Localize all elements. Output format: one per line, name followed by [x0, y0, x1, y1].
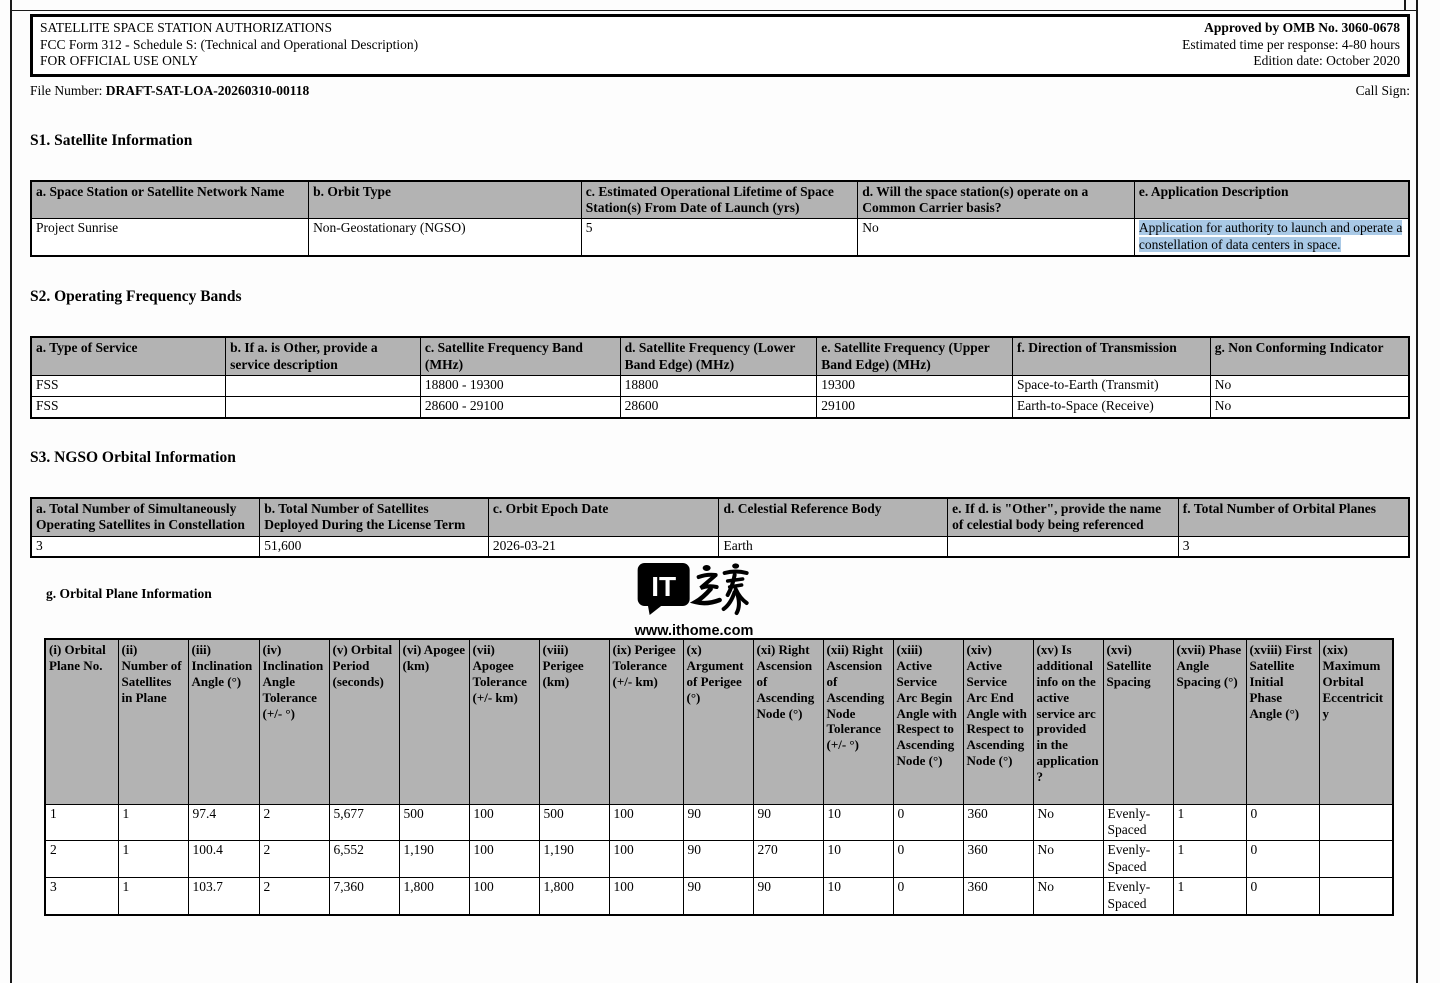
- file-row: [30, 83, 1410, 99]
- cell: Space-to-Earth (Transmit): [1013, 376, 1211, 397]
- cell: 28600 - 29100: [420, 397, 620, 418]
- s3-title: S3. NGSO Orbital Information: [30, 448, 236, 466]
- g-header-ix: (ix) Perigee Tolerance (+/- km): [609, 639, 683, 804]
- selected-text: Application for authority to launch and operate a constellation of data centers in space.: [1138, 220, 1403, 253]
- g-header-iv: (iv) Inclination Angle Tolerance (+/- °): [259, 639, 329, 804]
- cell: 2026-03-21: [488, 536, 719, 557]
- cell: 100: [609, 841, 683, 878]
- cell: 90: [683, 878, 753, 915]
- ithome-logo-icon: [637, 562, 751, 616]
- cell: 0: [893, 878, 963, 915]
- cell: Earth-to-Space (Receive): [1013, 397, 1211, 418]
- g-header-v: (v) Orbital Period (seconds): [329, 639, 399, 804]
- cell: 3: [1178, 536, 1409, 557]
- s2-data-row-2: [31, 397, 1409, 418]
- cell: 100: [469, 804, 539, 841]
- s2-header-d: d. Satellite Frequency (Lower Band Edge) (MHz): [620, 337, 817, 375]
- cell: 1: [118, 804, 188, 841]
- document-page: [30, 0, 1410, 916]
- s2-title: S2. Operating Frequency Bands: [30, 288, 242, 306]
- call-sign-label: Call Sign:: [1355, 82, 1410, 98]
- s1-header-d: d. Will the space station(s) operate on a Common Carrier basis?: [858, 181, 1135, 219]
- cell: 500: [539, 804, 609, 841]
- g-header-viii: (viii) Perigee (km): [539, 639, 609, 804]
- cell: Evenly-Spaced: [1103, 804, 1173, 841]
- cell: 100: [609, 878, 683, 915]
- cell: 0: [893, 804, 963, 841]
- s2-header-g: g. Non Conforming Indicator: [1210, 337, 1409, 375]
- cell: 1: [118, 878, 188, 915]
- s3-header-f: f. Total Number of Orbital Planes: [1178, 498, 1409, 536]
- cell: 0: [1246, 804, 1319, 841]
- s2-header-row: [31, 337, 1409, 375]
- g-header-xvi: (xvi) Satellite Spacing: [1103, 639, 1173, 804]
- cell: 10: [823, 841, 893, 878]
- s1-cell-lifetime: 5: [581, 219, 858, 256]
- cell: 51,600: [260, 536, 489, 557]
- cell: 6,552: [329, 841, 399, 878]
- form-header-right: [1182, 20, 1400, 70]
- s3-header-c: c. Orbit Epoch Date: [488, 498, 719, 536]
- g-data-row-1: [45, 804, 1393, 841]
- g-header-xv: (xv) Is additional info on the active service arc provided in the application?: [1033, 639, 1103, 804]
- g-data-row-2: [45, 841, 1393, 878]
- s3-data-row: [31, 536, 1409, 557]
- s1-header-e: e. Application Description: [1134, 181, 1409, 219]
- omb-approval: Approved by OMB No. 3060-0678: [1204, 20, 1400, 35]
- cell: [226, 397, 421, 418]
- file-number: [30, 83, 309, 99]
- s2-data-row-1: [31, 376, 1409, 397]
- g-header-row: [45, 639, 1393, 804]
- cell: 7,360: [329, 878, 399, 915]
- form-header-left: [40, 20, 418, 70]
- g-header-ii: (ii) Number of Satellites in Plane: [118, 639, 188, 804]
- cell: 2: [259, 878, 329, 915]
- form-title: SATELLITE SPACE STATION AUTHORIZATIONS: [40, 20, 333, 35]
- s1-cell-orbit-type: Non-Geostationary (NGSO): [309, 219, 582, 256]
- cell: FSS: [31, 376, 226, 397]
- g-header-vii: (vii) Apogee Tolerance (+/- km): [469, 639, 539, 804]
- s1-header-a: a. Space Station or Satellite Network Name: [31, 181, 309, 219]
- cell: 19300: [817, 376, 1013, 397]
- cell: 1: [1173, 804, 1246, 841]
- cell: No: [1033, 878, 1103, 915]
- cell: 2: [259, 804, 329, 841]
- g-header-xiv: (xiv) Active Service Arc End Angle with Respect to Ascending Node (°): [963, 639, 1033, 804]
- cell: 2: [45, 841, 118, 878]
- edition-date: Edition date: October 2020: [1253, 53, 1400, 68]
- g-header-xii: (xii) Right Ascension of Ascending Node Tolerance (+/- °): [823, 639, 893, 804]
- s2-header-a: a. Type of Service: [31, 337, 226, 375]
- cell: 1: [118, 841, 188, 878]
- form-subtitle: FCC Form 312 - Schedule S: (Technical and Operational Description): [40, 36, 419, 52]
- cell: Earth: [719, 536, 948, 557]
- s1-cell-common-carrier: No: [858, 219, 1135, 256]
- page-left-border: [10, 0, 12, 983]
- s3-table: [30, 497, 1410, 558]
- response-time: Estimated time per response: 4-80 hours: [1182, 36, 1400, 52]
- s1-header-row: [31, 181, 1409, 219]
- cell: 100: [469, 841, 539, 878]
- cell: 1,190: [399, 841, 469, 878]
- cell: [1319, 804, 1393, 841]
- cell: 90: [683, 804, 753, 841]
- s1-header-c: c. Estimated Operational Lifetime of Space Station(s) From Date of Launch (yrs): [581, 181, 858, 219]
- s2-header-f: f. Direction of Transmission: [1013, 337, 1211, 375]
- cell: 0: [1246, 841, 1319, 878]
- g-section-title: g. Orbital Plane Information: [46, 586, 212, 602]
- cell: Evenly-Spaced: [1103, 878, 1173, 915]
- cell: No: [1210, 397, 1409, 418]
- cell: 18800 - 19300: [420, 376, 620, 397]
- watermark-band: [30, 562, 1410, 638]
- cell: 100: [609, 804, 683, 841]
- cell: 97.4: [188, 804, 259, 841]
- cell: [226, 376, 421, 397]
- g-header-xiii: (xiii) Active Service Arc Begin Angle with Respect to Ascending Node (°): [893, 639, 963, 804]
- cell: 0: [1246, 878, 1319, 915]
- s1-title: S1. Satellite Information: [30, 131, 193, 149]
- g-header-vi: (vi) Apogee (km): [399, 639, 469, 804]
- cell: 90: [753, 804, 823, 841]
- file-number-label: File Number:: [30, 82, 106, 98]
- cell: [948, 536, 1179, 557]
- s2-table: [30, 336, 1410, 418]
- g-header-xviii: (xviii) First Satellite Initial Phase Angle (°): [1246, 639, 1319, 804]
- cell: 3: [45, 878, 118, 915]
- cell: 100.4: [188, 841, 259, 878]
- s3-header-b: b. Total Number of Satellites Deployed During the License Term: [260, 498, 489, 536]
- s1-data-row: [31, 219, 1409, 256]
- cell: [1319, 841, 1393, 878]
- cell: 18800: [620, 376, 817, 397]
- s1-cell-name: Project Sunrise: [31, 219, 309, 256]
- cell: 1,800: [539, 878, 609, 915]
- cell: 0: [893, 841, 963, 878]
- cell: 2: [259, 841, 329, 878]
- cell: 28600: [620, 397, 817, 418]
- ithome-watermark: [635, 562, 754, 639]
- cell: 10: [823, 878, 893, 915]
- cell: 100: [469, 878, 539, 915]
- cell: 1: [45, 804, 118, 841]
- file-number-value: DRAFT-SAT-LOA-20260310-00118: [105, 82, 310, 98]
- cell: 103.7: [188, 878, 259, 915]
- g-header-i: (i) Orbital Plane No.: [45, 639, 118, 804]
- cell: 5,677: [329, 804, 399, 841]
- form-header-box: [30, 14, 1410, 77]
- g-header-x: (x) Argument of Perigee (°): [683, 639, 753, 804]
- cell: 1,190: [539, 841, 609, 878]
- cell: No: [1033, 841, 1103, 878]
- g-table-wrap: [44, 638, 1410, 916]
- cell: 29100: [817, 397, 1013, 418]
- g-data-row-3: [45, 878, 1393, 915]
- cell: [1319, 878, 1393, 915]
- cell: 1,800: [399, 878, 469, 915]
- cell: 90: [683, 841, 753, 878]
- cell: FSS: [31, 397, 226, 418]
- cell: 270: [753, 841, 823, 878]
- cell: 1: [1173, 841, 1246, 878]
- cell: 500: [399, 804, 469, 841]
- cell: 360: [963, 841, 1033, 878]
- cell: 1: [1173, 878, 1246, 915]
- cell: 360: [963, 878, 1033, 915]
- g-header-xvii: (xvii) Phase Angle Spacing (°): [1173, 639, 1246, 804]
- g-header-iii: (iii) Inclination Angle (°): [188, 639, 259, 804]
- svg-text:IT: IT: [651, 571, 677, 603]
- s2-header-c: c. Satellite Frequency Band (MHz): [420, 337, 620, 375]
- cell: No: [1210, 376, 1409, 397]
- s3-header-e: e. If d. is "Other", provide the name of celestial body being referenced: [948, 498, 1179, 536]
- page-right-border: [1416, 0, 1418, 983]
- s3-header-d: d. Celestial Reference Body: [719, 498, 948, 536]
- cell: No: [1033, 804, 1103, 841]
- s1-cell-description: [1134, 219, 1409, 256]
- s1-table: [30, 180, 1410, 258]
- s3-header-row: [31, 498, 1409, 536]
- s3-header-a: a. Total Number of Simultaneously Operating Satellites in Constellation: [31, 498, 260, 536]
- cell: Evenly-Spaced: [1103, 841, 1173, 878]
- g-header-xix: (xix) Maximum Orbital Eccentricity: [1319, 639, 1393, 804]
- ithome-url: www.ithome.com: [634, 623, 754, 640]
- s1-header-b: b. Orbit Type: [309, 181, 582, 219]
- cell: 90: [753, 878, 823, 915]
- cell: 10: [823, 804, 893, 841]
- g-header-xi: (xi) Right Ascension of Ascending Node (°): [753, 639, 823, 804]
- orbital-plane-table: [44, 638, 1394, 916]
- s2-header-b: b. If a. is Other, provide a service description: [226, 337, 421, 375]
- form-notice: FOR OFFICIAL USE ONLY: [40, 53, 199, 68]
- s2-header-e: e. Satellite Frequency (Upper Band Edge) (MHz): [817, 337, 1013, 375]
- cell: 360: [963, 804, 1033, 841]
- cell: 3: [31, 536, 260, 557]
